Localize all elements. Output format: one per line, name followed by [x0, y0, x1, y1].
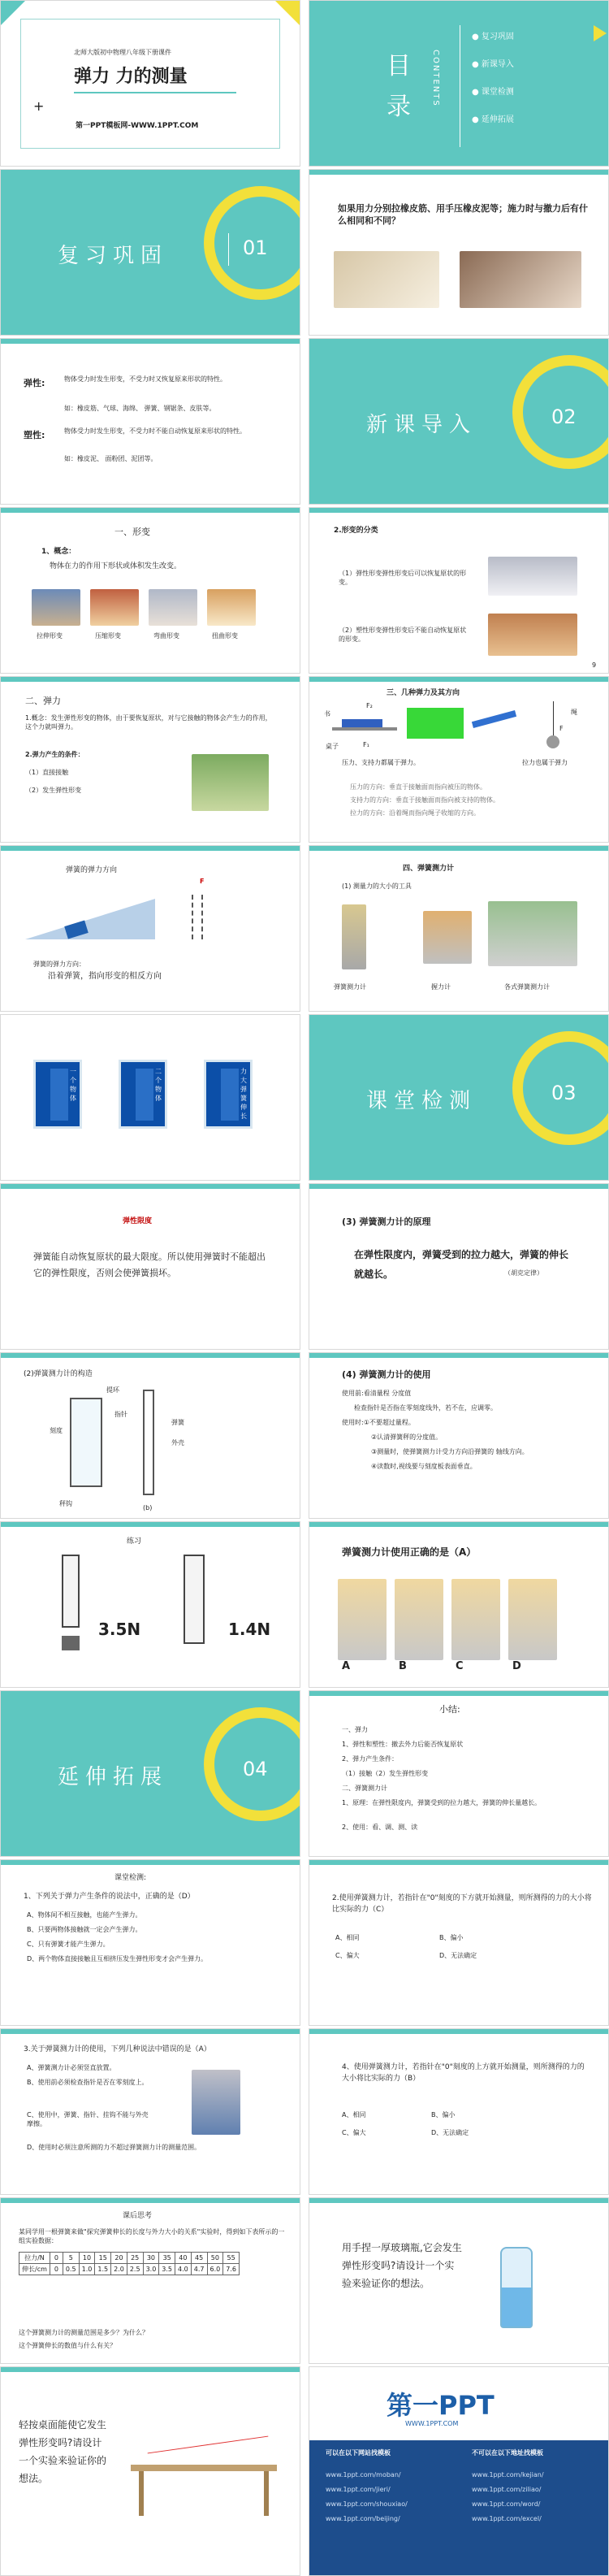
label-hook: 秤钩	[59, 1500, 72, 1507]
after-intro: 某同学用一根弹簧来做"探究弹簧伸长的长度与外力大小的关系"实验时，得到如下表所示的一组实验数据：	[19, 2228, 285, 2244]
force-c2: （2）发生弹性形变	[25, 787, 82, 794]
corner-triangle-2	[275, 1, 300, 25]
elastic-example: 如：橡皮筋、气球、海绵、 弹簧、钢锯条、皮肤等。	[64, 405, 216, 412]
quiz-4-opt-b[interactable]: B、偏小	[431, 2111, 456, 2118]
note-1: 压力的方向：垂直于接触面而指向被压的物体。	[350, 783, 486, 791]
brand-logo: 第一PPT	[387, 2390, 495, 2421]
slide-dynamometer	[309, 845, 609, 1012]
slide-blue-cards	[0, 1014, 300, 1181]
top-bar	[309, 1522, 608, 1527]
quiz-3-question: 3.关于弹簧测力计的使用，下列几种说法中错误的是（A）	[24, 2045, 211, 2053]
weight-a	[62, 1636, 80, 1650]
top-bar	[1, 2367, 300, 2372]
table-cell: 20	[111, 2253, 127, 2264]
slide-elastic-limit	[0, 1183, 300, 1350]
brand-link[interactable]: www.1ppt.com/excel/	[472, 2515, 542, 2522]
slide-deformation-types	[309, 507, 609, 674]
yellow-triangle	[594, 25, 607, 41]
quiz-4-question: 4、使用弹簧测力计，若指针在"0"刻度的上方就开始测量，则所测得的力的大小将比实际的力（B）	[342, 2063, 585, 2083]
elastic-label: 弹性:	[24, 378, 45, 388]
summary-line-1: 一、弹力	[342, 1726, 368, 1733]
quiz-3-opt-a[interactable]: A、弹簧测力计必须竖直放置。	[27, 2064, 116, 2071]
book-shape	[342, 719, 382, 727]
summary-line-7: 2、使用：看、调、测、读	[342, 1824, 418, 1831]
top-bar	[309, 1860, 608, 1865]
principle-heading: (3) 弹簧测力计的原理	[342, 1216, 431, 1227]
table-cell: 7.6	[223, 2264, 240, 2275]
table-cell: 5	[63, 2253, 79, 2264]
desk-leg-2	[264, 2471, 269, 2516]
option-c-img	[451, 1579, 500, 1660]
force-p2: 2.弹力产生的条件：	[25, 751, 84, 758]
section-title: 复习巩固	[58, 244, 169, 268]
slide-quiz-2	[309, 1859, 609, 2026]
quiz-heading: 课堂检测:	[114, 1874, 147, 1882]
caption-spring-scale: 弹簧测力计	[334, 983, 366, 991]
quiz-1-opt-c[interactable]: C、只有弹簧才能产生弹力。	[27, 1941, 110, 1948]
section-title: 课堂检测	[366, 1089, 477, 1113]
slide-after-class	[0, 2197, 300, 2364]
quiz-3-opt-c[interactable]: C、使用中，弹簧、指针、挂钩不能与外壳摩擦。	[27, 2111, 149, 2127]
contents-label: CONTENTS	[431, 50, 440, 107]
slide-practice	[0, 1521, 300, 1688]
quiz-3-opt-b[interactable]: B、使用前必须检查指针是否在零刻度上。	[27, 2079, 149, 2086]
option-c-label[interactable]: C	[456, 1660, 464, 1672]
cover-kicker: 北师大版初中物理八年级下册课件	[74, 49, 171, 56]
desk-top	[131, 2465, 277, 2471]
plastic-example: 如：橡皮泥、 面粉团、泥团等。	[64, 455, 158, 462]
grip-photo	[423, 911, 472, 964]
table-shape	[332, 727, 397, 731]
compress-photo	[90, 589, 139, 626]
spring-scale-photo	[342, 904, 366, 969]
table-cell: 0.5	[63, 2264, 79, 2275]
corner-triangle	[1, 1, 25, 25]
rope-line	[553, 701, 554, 738]
usage-line-4: ②认清弹簧秤的分度值。	[371, 1433, 443, 1441]
section-title: 延伸拓展	[58, 1765, 169, 1789]
top-bar	[309, 846, 608, 851]
table-row	[19, 2264, 240, 2275]
label-spring: 弹簧	[171, 1419, 184, 1426]
force-c1: （1）直接接触	[25, 769, 69, 776]
card-strip	[221, 1069, 239, 1121]
contents-item-2[interactable]: ● 新课导入	[472, 60, 514, 69]
slide-usage	[309, 1352, 609, 1519]
caption-twist: 扭曲形变	[212, 632, 238, 640]
contents-item-3[interactable]: ● 课堂检测	[472, 88, 514, 97]
top-bar	[309, 508, 608, 513]
section-line	[228, 233, 229, 266]
top-bar	[1, 2029, 300, 2034]
top-bar	[309, 1691, 608, 1696]
top-bar	[1, 1184, 300, 1189]
clay-child-photo	[488, 614, 577, 656]
slide-spring-direction	[0, 845, 300, 1012]
label-table: 桌子	[326, 743, 339, 750]
quiz-3-scale-photo	[192, 2070, 240, 2135]
page-number: 9	[592, 661, 597, 669]
ball	[546, 735, 559, 748]
usage-line-5: ③测量时，使弹簧测力计受力方向沿弹簧的 轴线方向。	[371, 1448, 529, 1455]
slide-construction	[0, 1352, 300, 1519]
quiz-2-opt-d[interactable]: D、无法确定	[439, 1952, 477, 1959]
table-cell: 50	[207, 2253, 223, 2264]
slide-desk	[0, 2366, 300, 2576]
summary-line-3: 2、弹力产生条件：	[342, 1755, 399, 1763]
slide-quiz-1	[0, 1859, 300, 2026]
top-bar	[1, 508, 300, 513]
brand-link[interactable]: www.1ppt.com/ziliao/	[472, 2486, 542, 2493]
brand-link[interactable]: www.1ppt.com/beijing/	[326, 2515, 400, 2522]
summary-line-4: （1）接触（2）发生弹性形变	[342, 1770, 429, 1777]
stretch-photo	[32, 589, 80, 626]
scale-body-b	[143, 1390, 154, 1495]
bend-photo	[149, 589, 197, 626]
limit-heading: 弹性限度	[123, 1217, 153, 1225]
after-q1: 这个弹簧测力计的测量范围是多少？为什么？	[19, 2329, 149, 2336]
green-panel	[407, 708, 464, 739]
summary-line-5: 二、弹簧测力计	[342, 1785, 387, 1792]
caption-bend: 弯曲形变	[153, 632, 179, 640]
force-p1: 1.概念：发生弹性形变的物体，由于要恢复原状，对与它接触的物体会产生力的作用，这个力就叫弹力。	[25, 714, 272, 731]
slide-elastic-plastic	[0, 338, 300, 505]
row-label: 伸长/cm	[19, 2264, 50, 2275]
principle-note: （胡克定律）	[504, 1269, 543, 1277]
top-bar	[309, 2198, 608, 2203]
section-number: 03	[551, 1082, 577, 1104]
section-title: 新课导入	[366, 413, 477, 437]
top-bar	[309, 170, 608, 175]
usage-line-3: 使用时:①不要超过量程。	[342, 1419, 415, 1426]
force-heading: 二、弹力	[25, 696, 61, 706]
slide-quiz-4	[309, 2028, 609, 2195]
table-cell: 1.5	[95, 2264, 111, 2275]
option-a-label[interactable]: A	[342, 1660, 351, 1672]
construction-heading: (2)弹簧测力计的构造	[24, 1370, 93, 1378]
top-bar	[1, 1860, 300, 1865]
usage-heading: (4) 弹簧测力计的使用	[342, 1369, 431, 1380]
caption-pull: 拉力也属于弹力	[522, 759, 568, 766]
summary-line-2: 1、弹性和塑性：撤去外力后能否恢复原状	[342, 1741, 464, 1748]
clay-photo	[460, 251, 581, 308]
brand-link[interactable]: www.1ppt.com/shouxiao/	[326, 2500, 408, 2508]
top-bar	[1, 1353, 300, 1358]
cover-site[interactable]: 第一PPT模板网-WWW.1PPT.COM	[76, 122, 199, 130]
label-scale: 刻度	[50, 1427, 63, 1434]
label-shell: 外壳	[171, 1439, 184, 1446]
contents-item-4[interactable]: ● 延伸拓展	[472, 115, 514, 124]
hang-spring	[192, 895, 203, 939]
slide-question-intro	[309, 169, 609, 336]
slide-force-types	[309, 676, 609, 843]
slide-quiz-3	[0, 2028, 300, 2195]
scale-body-a	[70, 1398, 102, 1487]
force-types-heading: 三、几种弹力及其方向	[387, 689, 460, 697]
brand-col1-title: 可以在以下网站找模板	[326, 2449, 391, 2457]
table-cell: 0	[50, 2264, 63, 2275]
plastic-text: 物体受力时发生形变，不受力时不能自动恢复原来形状的特性。	[64, 427, 246, 435]
plastic-label: 塑性:	[24, 430, 45, 440]
section-number: 04	[243, 1758, 268, 1780]
top-bar	[1, 846, 300, 851]
contents-item-1[interactable]: ● 复习巩固	[472, 33, 514, 41]
quiz-4-opt-a[interactable]: A、相同	[342, 2111, 366, 2118]
climbing-photo	[192, 754, 269, 811]
card-2	[119, 1060, 167, 1129]
limit-text: 弹簧能自动恢复原状的最大限度。所以使用弹簧时不能超出它的弹性限度，否则会使弹簧损坏。	[33, 1251, 266, 1278]
deformation-heading: 一、形变	[114, 527, 150, 537]
row-label: 拉力/N	[19, 2253, 50, 2264]
label-pointer: 指针	[114, 1411, 127, 1418]
card-strip	[50, 1069, 68, 1121]
brand-link[interactable]: www.1ppt.com/kejian/	[472, 2471, 544, 2478]
quiz-1-opt-d[interactable]: D、两个物体直接接触且互相挤压发生弹性形变才会产生弹力。	[27, 1955, 208, 1962]
caption-scales: 各式弹簧测力计	[504, 983, 550, 991]
usage-line-2: 检查指针是否指在零刻度线外，若不在，应调零。	[354, 1404, 497, 1412]
quiz-1-opt-b[interactable]: B、只要两物体接触就一定会产生弹力。	[27, 1926, 142, 1933]
elastic-text: 物体受力时发生形变，不受力时又恢复原来形状的特性。	[64, 375, 227, 383]
quiz-2-opt-c[interactable]: C、偏大	[335, 1952, 360, 1959]
after-q2: 这个弹簧伸长的数值与什么有关？	[19, 2342, 116, 2349]
brand-link[interactable]: www.1ppt.com/moban/	[326, 2471, 401, 2478]
slide-deformation	[0, 507, 300, 674]
table-cell: 0	[50, 2253, 63, 2264]
brand-url[interactable]: WWW.1PPT.COM	[405, 2420, 459, 2427]
label-ring: 提环	[106, 1386, 119, 1394]
caption-compress: 压缩形变	[95, 632, 121, 640]
laser-beam	[148, 2436, 269, 2454]
incline-shape	[25, 899, 155, 939]
spring-note: 沿着弹簧，指向形变的相反方向	[48, 972, 162, 981]
scales-photo	[488, 901, 577, 966]
desk-text: 轻按桌面能使它发生弹性形变吗?请设计一个实验来验证你的想法。	[19, 2419, 107, 2484]
plus-icon: +	[33, 98, 45, 114]
brand-link[interactable]: www.1ppt.com/word/	[472, 2500, 541, 2508]
cover-underline	[74, 92, 236, 93]
arrow-shape	[472, 710, 516, 728]
spring-f-label: F	[200, 878, 205, 885]
quiz-2-question: 2.使用弹簧测力计，若指针在"0"刻度的下方就开始测量，则所测得的力的大小将比实际的力（C）	[332, 1894, 592, 1914]
table-cell: 4.0	[175, 2264, 192, 2275]
option-d-label[interactable]: D	[512, 1660, 521, 1672]
usage-line-1: 使用前:看清量程 分度值	[342, 1390, 412, 1397]
table-cell: 2.0	[111, 2264, 127, 2275]
top-bar	[309, 1353, 608, 1358]
scale-a	[62, 1555, 80, 1628]
caption-press: 压力、支持力都属于弹力。	[342, 759, 420, 766]
quiz-4-opt-d[interactable]: D、无法确定	[431, 2129, 469, 2136]
concept-text: 物体在力的作用下形状或体积发生改变。	[50, 562, 182, 570]
slide-cover	[0, 0, 300, 167]
spring-photo	[488, 557, 577, 596]
brand-link[interactable]: www.1ppt.com/jieri/	[326, 2486, 391, 2493]
option-b-img	[395, 1579, 443, 1660]
card-2-text: 二个物体	[155, 1068, 162, 1102]
label-rope: 绳	[571, 709, 577, 716]
correct-question: 弹簧测力计使用正确的是（A）	[342, 1546, 477, 1558]
spring-note-title: 弹簧的弹力方向：	[33, 961, 85, 968]
option-a-img	[338, 1579, 387, 1660]
card-strip	[136, 1069, 153, 1121]
reading-b: 1.4N	[228, 1620, 271, 1639]
card-1	[33, 1060, 82, 1129]
contents-title-b: 录	[387, 93, 411, 121]
top-bar	[1, 2198, 300, 2203]
principle-text: 在弹性限度内，弹簧受到的拉力越大，弹簧的伸长就越长。	[354, 1249, 569, 1280]
data-table	[19, 2252, 240, 2275]
table-cell: 6.0	[207, 2264, 223, 2275]
intro-question: 如果用力分别拉橡皮筋、用手压橡皮泥等；施力时与撤力后有什么相同和不同？	[338, 203, 588, 226]
table-cell: 3.5	[159, 2264, 175, 2275]
brand-col2-title: 不可以在以下地址找模板	[472, 2449, 543, 2457]
slide-section-2	[309, 338, 609, 505]
fig-label: (b)	[143, 1504, 153, 1511]
usage-line-6: ④读数时,视线要与刻度板表面垂直。	[371, 1463, 477, 1470]
rubber-band-photo	[334, 251, 439, 308]
table-cell: 2.5	[127, 2264, 143, 2275]
top-bar	[1, 339, 300, 344]
slide-section-1	[0, 169, 300, 336]
table-cell: 25	[127, 2253, 143, 2264]
slide-contents	[309, 0, 609, 167]
table-cell: 40	[175, 2253, 192, 2264]
slide-brand	[309, 2366, 609, 2576]
card-1-text: 一个物体	[70, 1068, 76, 1102]
top-bar	[309, 1184, 608, 1189]
slide-principle	[309, 1183, 609, 1350]
quiz-1-question: 1、下列关于弹力产生条件的说法中，正确的是（D）	[24, 1893, 195, 1901]
dynamometer-heading: 四、弹簧测力计	[403, 865, 455, 873]
scale-b	[184, 1555, 205, 1644]
label-f1: F₁	[363, 741, 369, 748]
quiz-2-opt-a[interactable]: A、相同	[335, 1934, 360, 1941]
table-cell: 55	[223, 2253, 240, 2264]
quiz-2-opt-b[interactable]: B、偏小	[439, 1934, 464, 1941]
reading-a: 3.5N	[98, 1620, 141, 1639]
twist-photo	[207, 589, 256, 626]
slide-section-3	[309, 1014, 609, 1181]
slide-bottle	[309, 2197, 609, 2364]
concept-label: 1、概念：	[41, 548, 76, 556]
top-bar	[309, 2029, 608, 2034]
practice-heading: 练习	[127, 1537, 142, 1546]
dynamometer-sub: (1) 测量力的大小的工具	[342, 883, 412, 890]
table-cell: 4.7	[191, 2264, 207, 2275]
contents-title-a: 目	[387, 52, 411, 80]
quiz-1-opt-a[interactable]: A、物体间不相互接触，也能产生弹力。	[27, 1911, 142, 1919]
slide-correct-use	[309, 1521, 609, 1688]
spring-heading: 弹簧的弹力方向	[66, 866, 118, 874]
card-3	[204, 1060, 253, 1129]
table-cell: 45	[191, 2253, 207, 2264]
table-cell: 30	[143, 2253, 159, 2264]
label-f2: F₂	[366, 702, 373, 709]
bottle-water	[502, 2288, 531, 2327]
brand-links-1	[326, 2468, 408, 2526]
summary-line-6: 1、原理：在弹性限度内，弹簧受到的拉力越大，弹簧的伸长量越长。	[342, 1799, 542, 1806]
quiz-3-opt-d[interactable]: D、使用时必须注意所测的力不超过弹簧测力计的测量范围。	[27, 2144, 201, 2151]
option-b-label[interactable]: B	[399, 1660, 407, 1672]
after-heading: 课后思考	[123, 2212, 153, 2220]
note-2: 支持力的方向：垂直于接触面而指向被支持的物体。	[350, 796, 499, 804]
table-cell: 3.0	[143, 2264, 159, 2275]
card-3-text: 力大弹簧伸长	[240, 1068, 247, 1120]
types-p1: （1）弹性形变弹性形变后可以恢复原状的形变。	[339, 570, 467, 586]
table-cell: 35	[159, 2253, 175, 2264]
option-d-img	[508, 1579, 557, 1660]
top-bar	[1, 677, 300, 682]
types-heading: 2.形变的分类	[334, 527, 378, 535]
top-bar	[1, 1522, 300, 1527]
caption-grip: 握力计	[431, 983, 451, 991]
slide-elastic-force	[0, 676, 300, 843]
cover-title: 弹力 力的测量	[74, 67, 188, 87]
label-book: 书	[324, 710, 330, 718]
top-bar	[309, 677, 608, 682]
brand-links-2	[472, 2468, 544, 2526]
table-cell: 15	[95, 2253, 111, 2264]
section-number: 01	[243, 236, 268, 259]
contents-list	[472, 24, 514, 134]
slide-section-4	[0, 1690, 300, 1857]
note-3: 拉力的方向：沿着绳而指向绳子收缩的方向。	[350, 809, 480, 817]
table-cell: 1.0	[79, 2264, 95, 2275]
section-number: 02	[551, 405, 577, 428]
table-cell: 10	[79, 2253, 95, 2264]
desk-leg-1	[139, 2471, 144, 2516]
label-f: F	[559, 725, 564, 732]
summary-heading: 小结:	[439, 1704, 460, 1715]
bottle-text: 用手捏一厚玻璃瓶,它会发生弹性形变吗?请设计一个实验来验证你的想法。	[342, 2242, 462, 2289]
caption-stretch: 拉伸形变	[37, 632, 63, 640]
table-row	[19, 2253, 240, 2264]
slide-summary	[309, 1690, 609, 1857]
types-p2: （2）塑性形变弹性形变后不能自动恢复原状的形变。	[339, 627, 467, 643]
quiz-4-opt-c[interactable]: C、偏大	[342, 2129, 366, 2136]
